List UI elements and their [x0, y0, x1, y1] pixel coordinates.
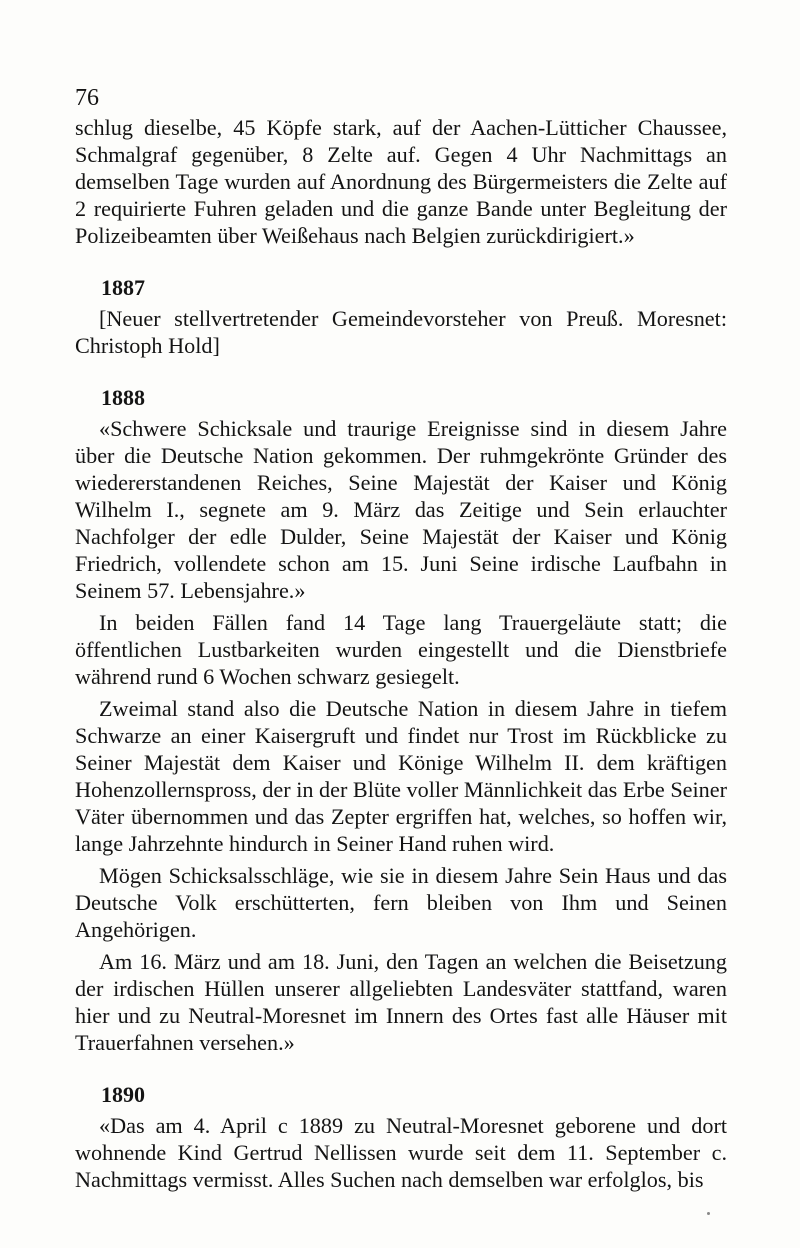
paragraph-1888-wishes: Mögen Schicksalsschläge, wie sie in diesem Jahre Sein Haus und das Deutsche Volk erschütterten, fern bleiben von Ihm und Seinen Angehörigen. — [75, 863, 727, 942]
year-heading-1888: 1888 — [101, 385, 145, 410]
year-heading-1887: 1887 — [101, 275, 145, 300]
page-body — [75, 114, 727, 1193]
paragraph-1887: [Neuer stellvertretender Gemeindevorsteher von Preuß. Moresnet: Christoph Hold] — [75, 306, 727, 358]
paragraph-1890: «Das am 4. April c 1889 zu Neutral-Moresnet geborene und dort wohnende Kind Gertrud Nellissen wurde seit dem 11. September c. Nachmittags vermisst. Alles Suchen nach demselben war erfolglos, bis — [75, 1113, 727, 1192]
paragraph-1888-mourning: In beiden Fällen fand 14 Tage lang Trauergeläute statt; die öffentlichen Lustbarkeiten wurden eingestellt und die Dienstbriefe während rund 6 Wochen schwarz gesiegelt. — [75, 610, 727, 689]
year-heading-1890: 1890 — [101, 1082, 145, 1107]
print-speck — [707, 1212, 710, 1215]
page-number: 76 — [75, 85, 99, 111]
paragraph-1888-nation: Zweimal stand also die Deutsche Nation in diesem Jahre in tiefem Schwarze an einer Kaisergruft und findet nur Trost im Rückblicke zu Seiner Majestät dem Kaiser und Könige Wilhelm II. dem kräftigen Hohenzollernspross, der in der Blüte voller Männlichkeit das Erbe Seiner Väter übernommen und das Zepter ergriffen hat, welches, so hoffen wir, lange Jahrzehnte hindurch in Seiner Hand ruhen wird. — [75, 696, 727, 856]
paragraph-continuation: schlug dieselbe, 45 Köpfe stark, auf der Aachen-Lütticher Chaussee, Schmalgraf gegenüber, 8 Zelte auf. Gegen 4 Uhr Nachmittags an demselben Tage wurden auf Anordnung des Bürgermeisters die Zelte auf 2 requirierte Fuhren geladen und die ganze Bande unter Begleitung der Polizeibeamten über Weißehaus nach Belgien zurückdirigiert.» — [75, 115, 727, 248]
paragraph-1888-quote: «Schwere Schicksale und traurige Ereignisse sind in diesem Jahre über die Deutsche Nation gekommen. Der ruhmgekrönte Gründer des wiedererstandenen Reiches, Seine Majestät der Kaiser und König Wilhelm I., segnete am 9. März das Zeitige und Sein erlauchter Nachfolger der edle Dulder, Seine Majestät der Kaiser und König Friedrich, vollendete schon am 15. Juni Seine irdische Laufbahn in Seinem 57. Lebensjahre.» — [75, 416, 727, 603]
paragraph-1888-funeral: Am 16. März und am 18. Juni, den Tagen an welchen die Beisetzung der irdischen Hüllen unserer allgeliebten Landesväter stattfand, waren hier und zu Neutral-Moresnet im Innern des Ortes fast alle Häuser mit Trauerfahnen versehen.» — [75, 949, 727, 1055]
